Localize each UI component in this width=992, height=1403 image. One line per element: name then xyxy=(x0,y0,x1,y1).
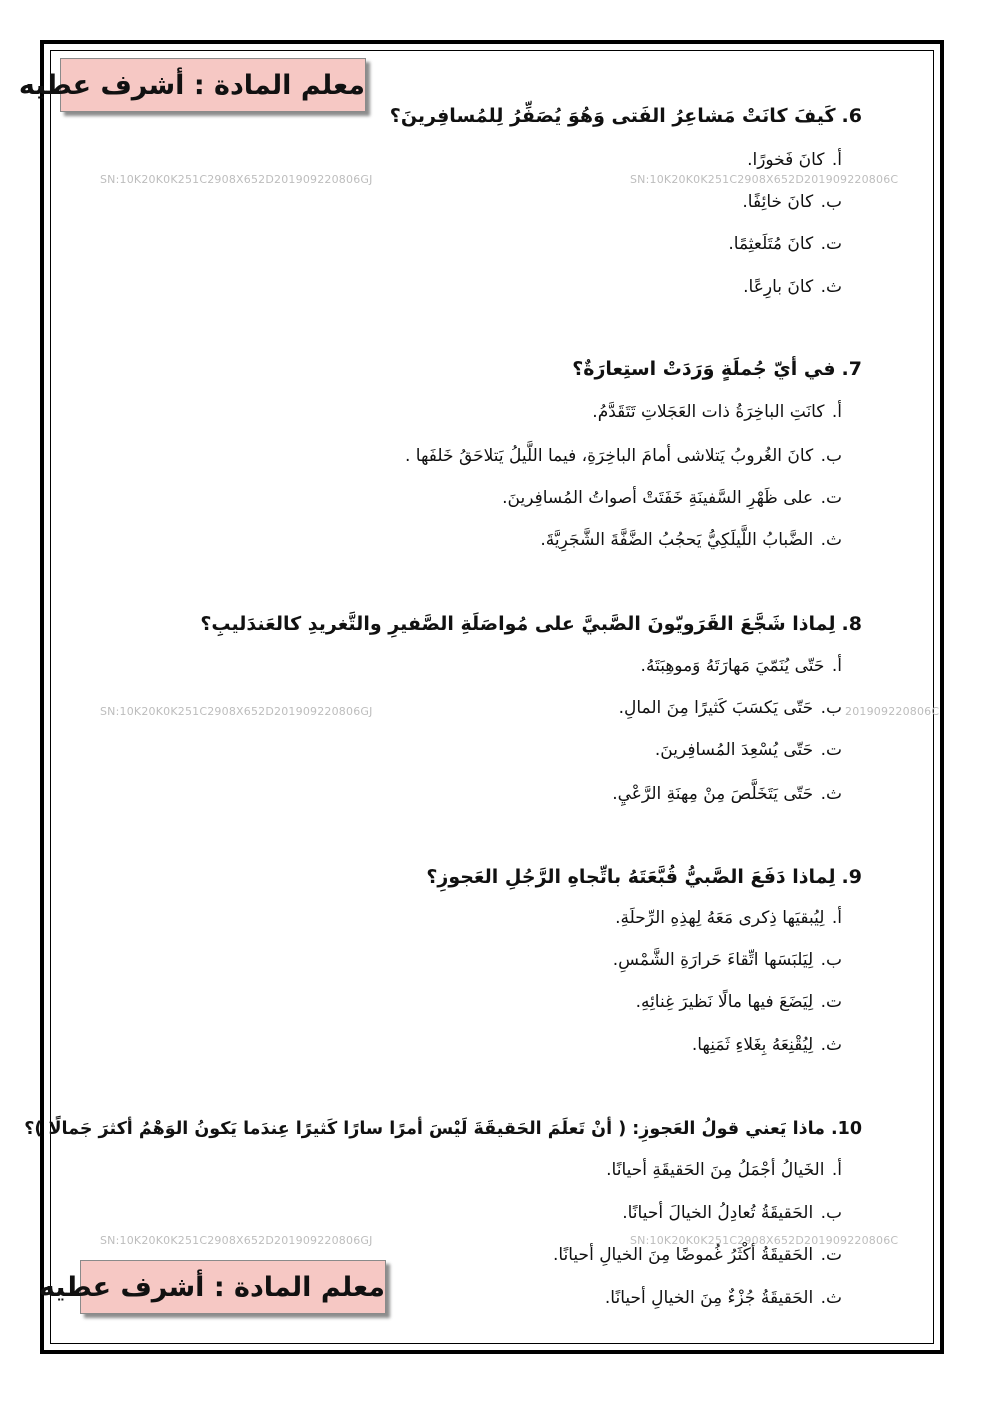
question-number: 8. xyxy=(841,613,862,635)
q10-option-a xyxy=(606,1160,842,1180)
option-text: الحَقيقَةُ أكْثَرُ غُموضًا مِنَ الخيالِ أحيانًا. xyxy=(552,1245,814,1265)
option-text: الخَيالُ أجْمَلُ مِنَ الحَقيقَةِ أحيانًا. xyxy=(606,1160,825,1180)
option-text: على ظَهْرِ السَّفينَةِ خَفَتَتْ أصواتُ المُسافِرينَ. xyxy=(502,488,814,508)
option-text: الحَقيقَةُ تُعادِلُ الخيالَ أحيانًا. xyxy=(622,1203,814,1223)
option-letter: ت. xyxy=(820,488,842,508)
watermark: SN:10K20K0K251C2908X652D201909220806C xyxy=(630,173,899,186)
q8-option-a xyxy=(641,656,842,676)
question-6 xyxy=(390,105,862,127)
option-letter: ت. xyxy=(820,992,842,1012)
q6-option-a xyxy=(747,150,842,170)
q7-option-a xyxy=(592,402,842,422)
question-text: في أيّ جُملَةٍ وَرَدَتْ استِعارَةٌ؟ xyxy=(572,358,836,380)
option-letter: ب. xyxy=(820,698,842,718)
option-text: كانَ فَخورًا. xyxy=(747,150,825,170)
option-letter: أ. xyxy=(831,402,842,422)
question-7 xyxy=(572,358,862,380)
question-number: 10. xyxy=(830,1119,862,1139)
option-letter: ث. xyxy=(820,784,842,804)
question-9 xyxy=(426,866,862,888)
option-letter: أ. xyxy=(831,150,842,170)
option-letter: ب. xyxy=(820,192,842,212)
question-10 xyxy=(24,1119,862,1139)
watermark: SN:10K20K0K251C2908X652D201909220806GJ xyxy=(100,1234,373,1247)
teacher-label-bottom: معلم المادة : أشرف عطيه xyxy=(80,1260,386,1314)
q7-option-c xyxy=(502,488,842,508)
q8-option-d xyxy=(612,784,842,804)
option-letter: ث. xyxy=(820,277,842,297)
q10-option-b xyxy=(622,1203,842,1223)
question-text: كَيفَ كانَتْ مَشاعِرُ الفَتى وَهُوَ يُصَفِّرُ لِلمُسافِرينَ؟ xyxy=(389,105,836,127)
question-8 xyxy=(200,613,862,635)
q8-option-c xyxy=(655,740,842,760)
option-text: كانَتِ الباخِرَةُ ذات العَجَلاتِ تَتَقَدَّمُ. xyxy=(592,402,825,422)
question-text: لِماذا دَفَعَ الصَّبيُّ قُبَّعَتَهُ باتِّجاهِ الرَّجُلِ العَجوزِ؟ xyxy=(426,866,836,888)
option-text: كانَ مُتَلَعثِمًا. xyxy=(728,234,814,254)
option-letter: ت. xyxy=(820,234,842,254)
q6-option-d xyxy=(743,277,842,297)
option-text: حَتّى يَتَخَلَّصَ مِنْ مِهنَةِ الرَّعْيِ. xyxy=(612,784,814,804)
option-text: لِيَلبَسَها اتِّقاءَ حَرارَةِ الشَّمْسِ. xyxy=(612,950,814,970)
option-letter: ب. xyxy=(820,950,842,970)
watermark: SN:10K20K0K251C2908X652D201909220806GJ xyxy=(100,705,373,718)
option-text: كانَ الغُروبُ يَتلاشى أمامَ الباخِرَةِ، فيما اللَّيلُ يَتلاحَقُ خَلفَها . xyxy=(404,446,814,466)
q9-option-d xyxy=(692,1035,842,1055)
option-letter: ث. xyxy=(820,530,842,550)
option-letter: ث. xyxy=(820,1288,842,1308)
question-number: 9. xyxy=(841,866,862,888)
option-letter: أ. xyxy=(831,656,842,676)
option-letter: أ. xyxy=(831,1160,842,1180)
option-text: الضَّبابُ اللَّيلَكِيُّ يَحجُبُ الضَّفَّةَ الشَّجَرِيَّةَ. xyxy=(540,530,814,550)
q7-option-b xyxy=(405,446,842,466)
question-number: 7. xyxy=(841,358,862,380)
teacher-label-top: معلم المادة : أشرف عطيه xyxy=(60,58,366,112)
option-letter: ب. xyxy=(820,446,842,466)
q6-option-c xyxy=(728,234,842,254)
q7-option-d xyxy=(540,530,842,550)
watermark: 201909220806C xyxy=(845,705,940,718)
watermark: SN:10K20K0K251C2908X652D201909220806GJ xyxy=(100,173,373,186)
question-number: 6. xyxy=(841,105,862,127)
option-letter: ت. xyxy=(820,740,842,760)
q8-option-b xyxy=(619,698,842,718)
q9-option-b xyxy=(613,950,842,970)
q6-option-b xyxy=(742,192,842,212)
question-text: لِماذا شَجَّعَ القَرَويّونَ الصَّبيَّ على مُواصَلَةِ الصَّفيرِ والتَّغريدِ كالعَندَليبِ؟ xyxy=(200,613,836,635)
q9-option-c xyxy=(636,992,842,1012)
q10-option-d xyxy=(605,1288,842,1308)
option-text: حَتّى يَكسَبَ كَثيرًا مِنَ المالِ. xyxy=(618,698,814,718)
question-text: ماذا يَعني قولُ العَجوزِ: ( أنْ تَعلَمَ الحَقيقَةَ لَيْسَ أمرًا سارًا كَثيرًا عِندَما يَكونُ الوَهْمُ أكثرَ جَمالًا )؟ xyxy=(24,1119,825,1139)
option-text: لِيَضَعَ فيها مالًا نَظيرَ غِنائِهِ. xyxy=(635,992,814,1012)
option-text: لِيُبقيَها ذِكرى مَعَهُ لِهذِهِ الرِّحلَةِ. xyxy=(615,908,825,928)
option-text: الحَقيقَةُ جُزْءٌ مِنَ الخيالِ أحيانًا. xyxy=(604,1288,814,1308)
option-text: لِيُقْنِعَهُ بِغَلاءِ ثَمَنِها. xyxy=(691,1035,814,1055)
option-text: كانَ بارِعًا. xyxy=(743,277,814,297)
option-letter: ث. xyxy=(820,1035,842,1055)
option-text: كانَ خائِفًا. xyxy=(742,192,814,212)
q10-option-c xyxy=(553,1245,842,1265)
option-letter: ب. xyxy=(820,1203,842,1223)
watermark: SN:10K20K0K251C2908X652D201909220806C xyxy=(630,1234,899,1247)
q9-option-a xyxy=(615,908,842,928)
option-text: حَتّى يُنَمّيَ مَهارَتَهُ وَموهِبَتَهُ. xyxy=(640,656,825,676)
option-text: حَتّى يُسْعِدَ المُسافِرينَ. xyxy=(654,740,814,760)
option-letter: ت. xyxy=(820,1245,842,1265)
option-letter: أ. xyxy=(831,908,842,928)
